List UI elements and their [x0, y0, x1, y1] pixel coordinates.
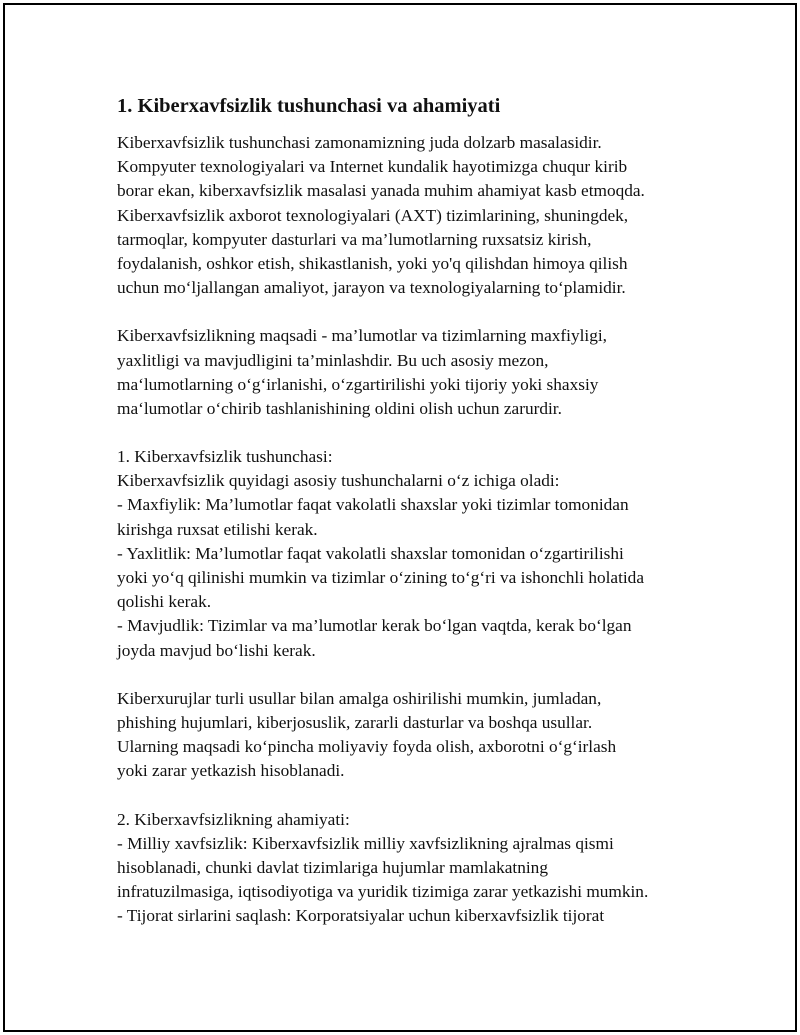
paragraph-list [117, 131, 717, 928]
text-line: yoki yo‘q qilinishi mumkin va tizimlar o‘zining to‘g‘ri va ishonchli holatida [117, 568, 644, 587]
text-line: 1. Kiberxavfsizlik tushunchasi: [117, 447, 333, 467]
text-line: uchun mo‘ljallangan amaliyot, jarayon va texnologiyalarning to‘plamidir. [117, 278, 626, 298]
text-line: phishing hujumlari, kiberjosuslik, zararli dasturlar va boshqa usullar. [117, 712, 593, 732]
text-line: Kiberxavfsizlikning maqsadi - ma’lumotlar va tizimlarning maxfiyligi, [117, 326, 607, 346]
text-line: 2. Kiberxavfsizlikning ahamiyati: [117, 809, 350, 829]
text-line: tarmoqlar, kompyuter dasturlari va ma’lumotlarning ruxsatsiz kirish, [117, 229, 592, 249]
text-line: - Maxfiylik: Ma’lumotlar faqat vakolatli shaxslar yoki tizimlar tomonidan [117, 495, 629, 515]
text-line: Kiberxavfsizlik tushunchasi zamonamizning juda dolzarb masalasidir. [117, 133, 602, 152]
text-line: qolishi kerak. [117, 592, 212, 612]
paragraph [117, 808, 717, 929]
paragraph [117, 131, 717, 300]
section-heading: 1. Kiberxavfsizlik tushunchasi va ahamiyati [117, 95, 501, 117]
text-line: yoki zarar yetkazish hisoblanadi. [117, 761, 345, 781]
text-line: - Yaxlitlik: Ma’lumotlar faqat vakolatli shaxslar tomonidan o‘zgartirilishi [117, 543, 624, 563]
text-line: Kompyuter texnologiyalari va Internet kundalik hayotimizga chuqur kirib [117, 157, 628, 177]
text-line: - Milliy xavfsizlik: Kiberxavfsizlik milliy xavfsizlikning ajralmas qismi [117, 833, 614, 853]
text-line: Kiberxavfsizlik quyidagi asosiy tushunchalarni o‘z ichiga oladi: [117, 471, 560, 491]
text-line: ma‘lumotlar o‘chirib tashlanishining oldini olish uchun zarurdir. [117, 398, 562, 418]
paragraph [117, 687, 717, 784]
text-line: foydalanish, oshkor etish, shikastlanish, yoki yo'q qilishdan himoya qilish [117, 253, 628, 273]
text-line: kirishga ruxsat etilishi kerak. [117, 519, 318, 539]
text-line: hisoblanadi, chunki davlat tizimlariga hujumlar mamlakatning [117, 857, 548, 877]
document-body [117, 92, 717, 952]
text-line: joyda mavjud bo‘lishi kerak. [117, 640, 316, 660]
paragraph [117, 445, 717, 663]
text-line: Kiberxavfsizlik axborot texnologiyalari (AXT) tizimlarining, shuningdek, [117, 205, 629, 225]
text-line: - Mavjudlik: Tizimlar va ma’lumotlar kerak bo‘lgan vaqtda, kerak bo‘lgan [117, 616, 632, 636]
text-line: Kiberxurujlar turli usullar bilan amalga oshirilishi mumkin, jumladan, [117, 688, 602, 708]
paragraph [117, 324, 717, 421]
text-line: yaxlitligi va mavjudligini ta’minlashdir. Bu uch asosiy mezon, [117, 350, 549, 370]
text-line: ma‘lumotlarning o‘g‘irlanishi, o‘zgartirilishi yoki tijoriy yoki shaxsiy [117, 374, 599, 394]
text-line: Ularning maqsadi ko‘pincha moliyaviy foyda olish, axborotni o‘g‘irlash [117, 737, 617, 757]
text-line: borar ekan, kiberxavfsizlik masalasi yanada muhim ahamiyat kasb etmoqda. [117, 181, 645, 201]
text-line: - Tijorat sirlarini saqlash: Korporatsiyalar uchun kiberxavfsizlik tijorat [117, 906, 605, 926]
text-line: infratuzilmasiga, iqtisodiyotiga va yuridik tizimiga zarar yetkazishi mumkin. [117, 882, 649, 902]
